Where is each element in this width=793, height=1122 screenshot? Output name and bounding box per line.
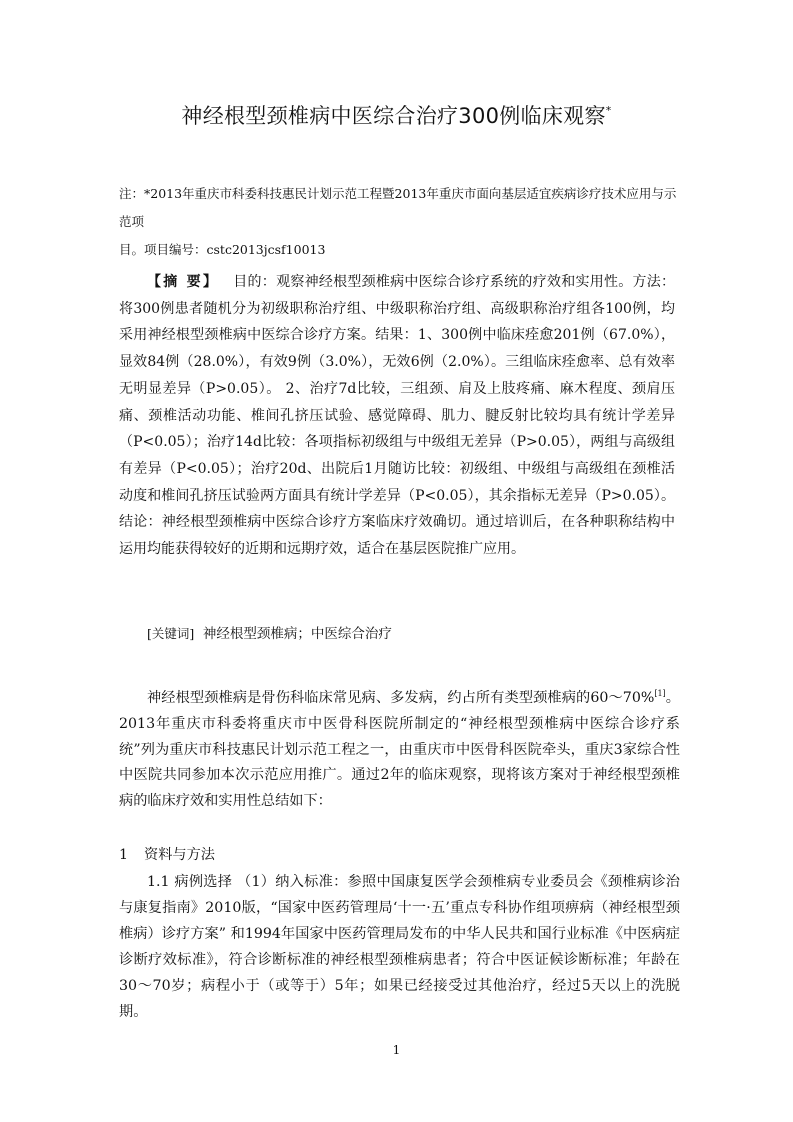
title-footnote-mark: * — [605, 104, 612, 117]
section-heading — [119, 843, 215, 868]
intro-text-b: 。2013年重庆市科委将重庆市中医骨科医院所制定的“神经根型颈椎病中医综合诊疗系统”列为重庆市科技惠民计划示范工程之一，由重庆市中医骨科医院牵头，重庆3家综合性中医院共同参加本次示范应用推广。通过2年的临床观察，现将该方案对于神经根型颈椎病的临床疗效和实用性总结如下： — [119, 690, 680, 810]
abstract-text: 目的：观察神经根型颈椎病中医综合诊疗系统的疗效和实用性。方法：将300例患者随机分为初级职称治疗组、中级职称治疗组、高级职称治疗组各100例，均采用神经根型颈椎病中医综合诊疗方案。结果：1、300例中临床痊愈201例（67.0%），显效84例（28.0%），有效9例（3.0%），无效6例（2.0%）。三组临床痊愈率、总有效率无明显差异（P>0.05）。 2、治疗7d比较，三组颈、肩及上肢疼痛、麻木程度、颈肩压痛、颈椎活动功能、椎间孔挤压试验、感觉障碍、肌力、腱反射比较均具有统计学差异（P<0.05）；治疗14d比较：各项指标初级组与中级组无差异（P>0.05），两组与高级组有差异（P<0.05）；治疗20d、出院后1月随访比较：初级组、中级组与高级组在颈椎活动度和椎间孔挤压试验两方面具有统计学差异（P<0.05），其余指标无差异（P>0.05）。结论：神经根型颈椎病中医综合诊疗方案临床疗效确切。通过培训后，在各种职称结构中运用均能获得较好的近期和远期疗效，适合在基层医院推广应用。 — [119, 274, 676, 558]
section-1-1-paragraph — [119, 869, 680, 1025]
section-title: 资料与方法 — [144, 847, 215, 863]
abstract-paragraph — [119, 269, 675, 563]
title-text: 神经根型颈椎病中医综合治疗300例临床观察 — [181, 104, 606, 128]
page-number: 1 — [392, 1043, 401, 1057]
intro-paragraph — [119, 681, 680, 815]
keywords-text: 神经根型颈椎病；中医综合治疗 — [202, 626, 392, 642]
funding-note-line-2: 目。项目编号：cstc2013jcsf10013 — [119, 242, 326, 257]
paper-title — [0, 100, 793, 130]
section-1-1-text: 1.1 病例选择 （1）纳入标准：参照中国康复医学会颈椎病专业委员会《颈椎病诊治与康复指南》2010版，“国家中医药管理局‘十一·五’重点专科协作组项痹病（神经根型颈椎病）诊疗方案” 和1994年国家中医药管理局发布的中华人民共和国行业标准《中医病症诊断疗效标准》，符合诊断标准的神经根型颈椎病患者；符合中医证候诊断标准；年龄在30～70岁；病程小于（或等于）5年；如果已经接受过其他治疗，经过5天以上的洗脱期。 — [119, 874, 680, 1020]
funding-note — [119, 180, 679, 264]
section-number: 1 — [119, 847, 129, 863]
keywords-label: [关键词] — [147, 626, 195, 641]
keywords — [147, 622, 687, 646]
citation-ref: [1] — [654, 689, 666, 698]
intro-text-a: 神经根型颈椎病是骨伤科临床常见病、多发病，约占所有类型颈椎病的60～70% — [147, 690, 655, 706]
abstract — [119, 269, 675, 563]
abstract-label: 【摘 要】 — [147, 274, 220, 290]
funding-note-line-1: 注：*2013年重庆市科委科技惠民计划示范工程暨2013年重庆市面向基层适宜疾病诊疗技术应用与示范项 — [119, 186, 677, 229]
